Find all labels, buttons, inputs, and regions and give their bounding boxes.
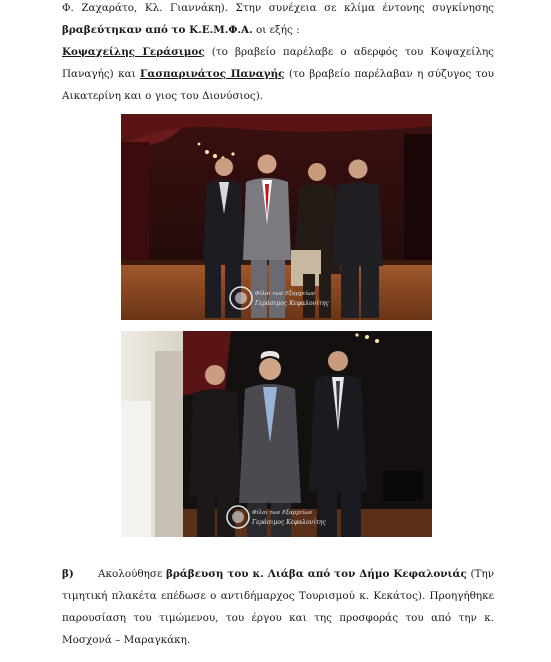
text-line: Μοσχονά – Μαραγκάκη. <box>62 634 191 646</box>
text-line <box>62 19 494 41</box>
honoree-name: Κοψαχείλης Γεράσιμος <box>62 46 205 58</box>
text-span: (Την <box>466 568 494 580</box>
text-line: τιμητική πλακέτα επέδωσε ο αντιδήμαρχος Τουρισμού κ. Κεκάτος). Προηγήθηκε <box>62 590 494 602</box>
text-line <box>62 563 494 585</box>
text-span: Ακολούθησε <box>98 568 166 580</box>
text-span: (το βραβείο παρέλαβαν η σύζυγος του <box>284 68 494 80</box>
photo-award-ceremony-1 <box>121 114 432 320</box>
paragraph-awards <box>62 0 494 107</box>
paragraph-liavas-award <box>62 563 494 651</box>
text-line: παρουσίαση του τιμώμενου, του έργου και της προσφοράς του από την κ. <box>62 612 494 624</box>
watermark-text: Γεράσιμος Κεφαλονίτης <box>252 519 326 526</box>
text-span: οι εξής : <box>252 24 300 36</box>
text-line: Αικατερίνη και ο γιος του Διονύσιος). <box>62 90 264 102</box>
text-line <box>62 41 494 63</box>
text-line: Φ. Ζαχαράτο, Κλ. Γιαννάκη). Στην συνέχεια σε κλίμα έντονης συγκίνησης <box>62 2 494 14</box>
section-label: β) <box>62 568 74 580</box>
bold-text: βραβεύτηκαν από το Κ.Ε.Μ.Φ.Α. <box>62 24 253 36</box>
watermark-text: Φίλοι των Εξαρχείων <box>252 510 313 516</box>
photo-image <box>121 114 432 320</box>
photo-image <box>121 331 432 537</box>
photo-award-ceremony-2 <box>121 331 432 537</box>
bold-text: βράβευση του κ. Λιάβα από τον Δήμο Κεφαλονιάς <box>166 568 467 580</box>
text-line <box>62 63 494 85</box>
text-span: (το βραβείο παρέλαβε ο αδερφός του Κοψαχείλης <box>204 46 494 58</box>
honoree-name: Γασπαρινάτος Παναγής <box>140 68 285 80</box>
text-span: Παναγής) και <box>62 68 141 80</box>
watermark-text: Γεράσιμος Κεφαλονίτης <box>255 300 329 307</box>
watermark-text: Φίλοι των Εξαρχείων <box>255 291 316 297</box>
